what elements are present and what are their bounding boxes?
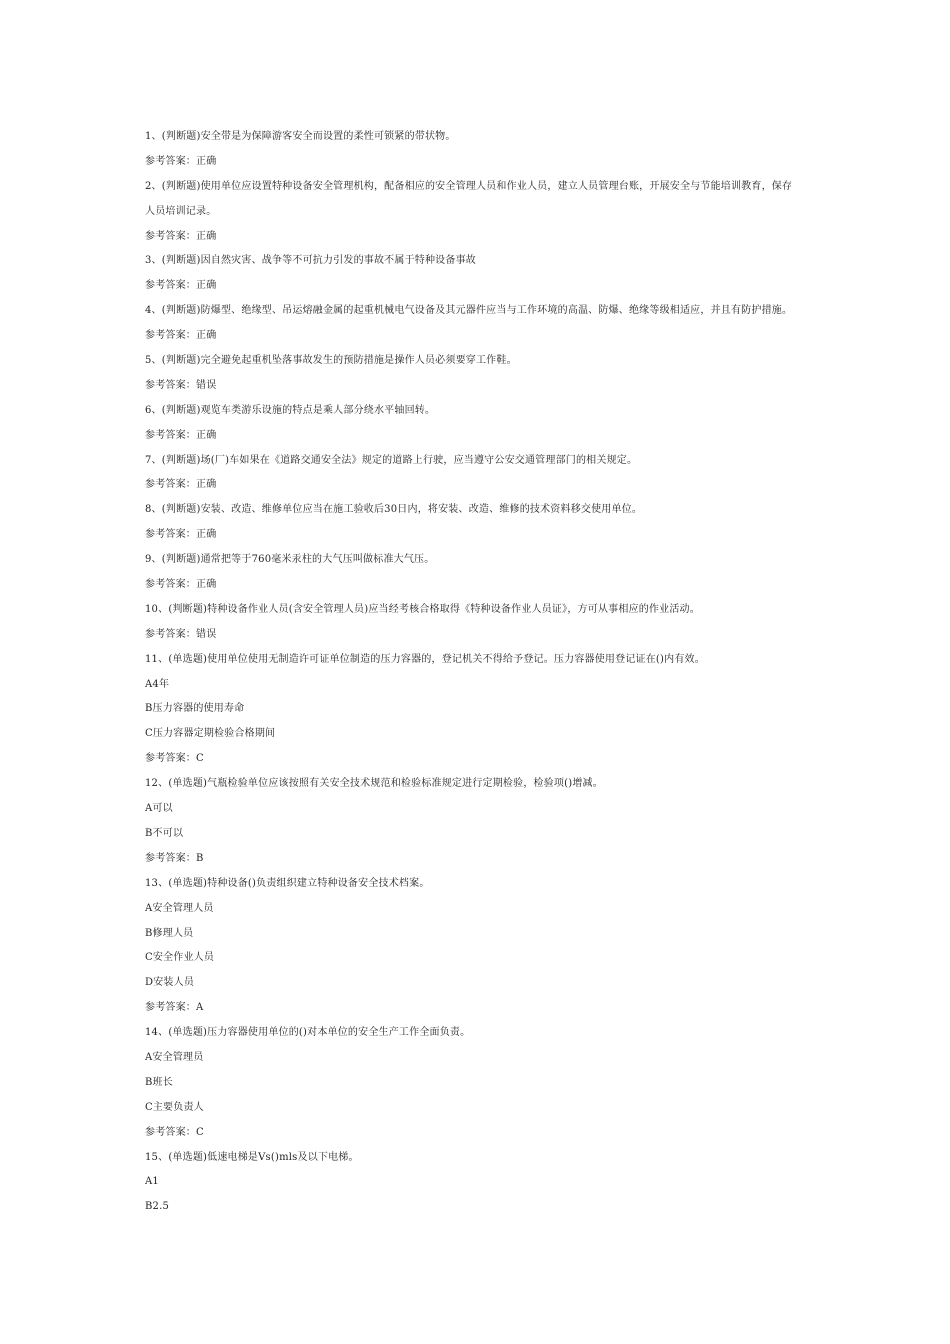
question-7: 7、(判断题)场(厂)车如果在《道路交通安全法》规定的道路上行驶，应当遵守公安交通管理部门的相关规定。 xyxy=(145,454,638,466)
option-15-b: B2.5 xyxy=(145,1201,170,1213)
question-2: 2、(判断题)使用单位应设置特种设备安全管理机构，配备相应的安全管理人员和作业人员，建立人员管理台账，开展安全与节能培训教育，保存 xyxy=(145,180,793,192)
question-4: 4、(判断题)防爆型、绝缘型、吊运熔融金属的起重机械电气设备及其元器件应当与工作环境的高温、防爆、绝缘等级相适应，并且有防护措施。 xyxy=(145,305,793,317)
answer-4: 参考答案：正确 xyxy=(145,330,217,342)
question-11: 11、(单选题)使用单位使用无制造许可证单位制造的压力容器的，登记机关不得给予登记。压力容器使用登记证在()内有效。 xyxy=(145,653,705,665)
option-14-a: A安全管理员 xyxy=(145,1051,204,1063)
option-13-d: D安装人员 xyxy=(145,977,195,989)
answer-9: 参考答案：正确 xyxy=(145,579,217,591)
answer-7: 参考答案：正确 xyxy=(145,479,217,491)
answer-2: 参考答案：正确 xyxy=(145,230,217,242)
question-3: 3、(判断题)因自然灾害、战争等不可抗力引发的事故不属于特种设备事故 xyxy=(145,255,476,267)
option-13-b: B修理人员 xyxy=(145,927,194,939)
question-13: 13、(单选题)特种设备()负责组织建立特种设备安全技术档案。 xyxy=(145,877,430,889)
option-15-a: A1 xyxy=(145,1176,159,1188)
question-15: 15、(单选题)低速电梯是Vs()mls及以下电梯。 xyxy=(145,1151,359,1163)
option-12-b: B不可以 xyxy=(145,827,184,839)
answer-13: 参考答案：A xyxy=(145,1002,204,1014)
question-9: 9、(判断题)通常把等于760毫米汞柱的大气压叫做标准大气压。 xyxy=(145,554,435,566)
option-14-b: B班长 xyxy=(145,1076,173,1088)
option-11-a: A4年 xyxy=(145,678,170,690)
question-12: 12、(单选题)气瓶检验单位应该按照有关安全技术规范和检验标准规定进行定期检验，检验项()增减。 xyxy=(145,778,603,790)
answer-3: 参考答案：正确 xyxy=(145,280,217,292)
answer-5: 参考答案：错误 xyxy=(145,379,217,391)
answer-10: 参考答案：错误 xyxy=(145,628,217,640)
answer-14: 参考答案：C xyxy=(145,1126,204,1138)
question-2-continued: 人员培训记录。 xyxy=(145,205,217,217)
question-6: 6、(判断题)观览车类游乐设施的特点是乘人部分绕水平轴回转。 xyxy=(145,404,436,416)
option-13-a: A安全管理人员 xyxy=(145,902,214,914)
question-10: 10、(判断题)特种设备作业人员(含安全管理人员)应当经考核合格取得《特种设备作业人员证》，方可从事相应的作业活动。 xyxy=(145,603,700,615)
answer-12: 参考答案：B xyxy=(145,852,204,864)
option-11-c: C压力容器定期检验合格期间 xyxy=(145,728,276,740)
option-12-a: A可以 xyxy=(145,803,173,815)
answer-1: 参考答案：正确 xyxy=(145,155,217,167)
document-body xyxy=(145,127,815,1222)
question-1: 1、(判断题)安全带是为保障游客安全而设置的柔性可锁紧的带状物。 xyxy=(145,131,456,142)
option-11-b: B压力容器的使用寿命 xyxy=(145,703,245,715)
question-14: 14、(单选题)压力容器使用单位的()对本单位的安全生产工作全面负责。 xyxy=(145,1027,471,1039)
answer-8: 参考答案：正确 xyxy=(145,529,217,541)
answer-11: 参考答案：C xyxy=(145,753,204,765)
option-13-c: C安全作业人员 xyxy=(145,952,215,964)
answer-6: 参考答案：正确 xyxy=(145,429,217,441)
option-14-c: C主要负责人 xyxy=(145,1101,204,1113)
question-5: 5、(判断题)完全避免起重机坠落事故发生的预防措施是操作人员必须要穿工作鞋。 xyxy=(145,355,517,367)
question-8: 8、(判断题)安装、改造、维修单位应当在施工验收后30日内，将安装、改造、维修的技术资料移交使用单位。 xyxy=(145,504,643,516)
